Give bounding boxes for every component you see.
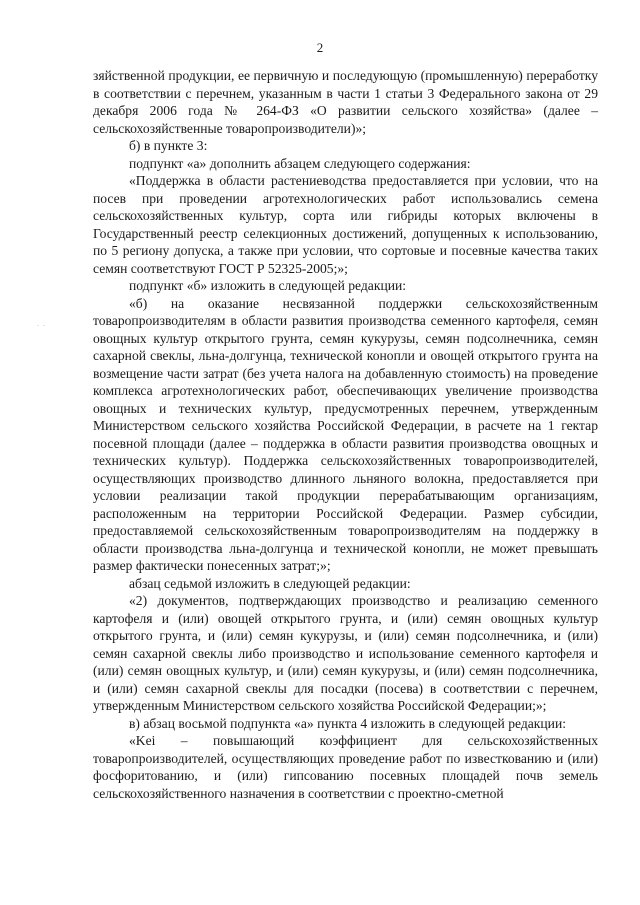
paragraph: подпункт «б» изложить в следующей редакции: [129,278,407,293]
paragraph: б) в пункте 3: [129,138,208,153]
paragraph: в) абзац восьмой подпункта «а» пункта 4 изложить в следующей редакции: [129,715,567,731]
document-body [93,67,598,802]
paragraph: «б) на оказание несвязанной поддержки сельскохозяйственным товаропроизводителям в области развития производства семенного картофеля, семян овощных культур открытого грунта, семян кукурузы, семян подсолнечника, семян сахарной свеклы, льна-долгунца, технической конопли и овощей открытого грунта на возмещение части затрат (без учета налога на добавленную стоимость) на проведение комплекса агротехнологических работ, обеспечивающих увеличение производства овощных и технических культур, предусмотренных перечнем, утвержденным Министерством сельского хозяйства Российской Федерации, в расчете на 1 гектар посевной площади (далее – поддержка в области развития производства овощных и технических культур). Поддержка сельскохозяйственных товаропроизводителей, осуществляющих производство длинного льняного волокна, предоставляется при условии реализации такой продукции перерабатывающим организациям, расположенным на территории Российской Федерации. Размер субсидии, предоставляемой сельскохозяйственным товаропроизводителям на поддержку в области производства льна-долгунца и технической конопли, не может превышать размер фактически понесенных затрат;»; [93,295,598,573]
margin-scan-mark: . . [37,319,46,328]
paragraph: «Kei – повышающий коэффициент для сельскохозяйственных товаропроизводителей, осуществляющих проведение работ по известкованию и (или) фосфоритованию, и (или) гипсованию посевных площадей почв земель сельскохозяйственного назначения в соответствии с проектно-сметной [93,733,598,801]
paragraph: «Поддержка в области растениеводства предоставляется при условии, что на посев при проведении агротехнологических работ использовались семена сельскохозяйственных культур, сорта или гибриды которых включены в Государственный реестр селекционных достижений, допущенных к использованию, по 5 региону допуска, а также при условии, что сортовые и посевные качества таких семян соответствуют ГОСТ Р 52325-2005;»; [93,173,598,276]
page-number: 2 [316,40,324,55]
paragraph: «2) документов, подтверждающих производство и реализацию семенного картофеля и (или) овощей открытого грунта, и (или) семян овощных культур открытого грунта, и (или) семян кукурузы, и (или) семян подсолнечника, и (или) семян сахарной свеклы либо производство и использование семенного картофеля и (или) семян овощных культур, и (или) семян кукурузы, и (или) семян подсолнечника, и (или) семян сахарной свеклы для посадки (посева) в соответствии с перечнем, утвержденным Министерством сельского хозяйства Российской Федерации;»; [93,593,598,713]
paragraph: подпункт «а» дополнить абзацем следующего содержания: [129,155,471,171]
paragraph: зяйственной продукции, ее первичную и последующую (промышленную) переработку в соответствии с перечнем, указанным в части 1 статьи 3 Федерального закона от 29 декабря 2006 года № 264-ФЗ «О развитии сельского хозяйства» (далее – сельскохозяйственные товаропроизводители)»; [93,68,598,136]
paragraph: абзац седьмой изложить в следующей редакции: [129,575,411,591]
